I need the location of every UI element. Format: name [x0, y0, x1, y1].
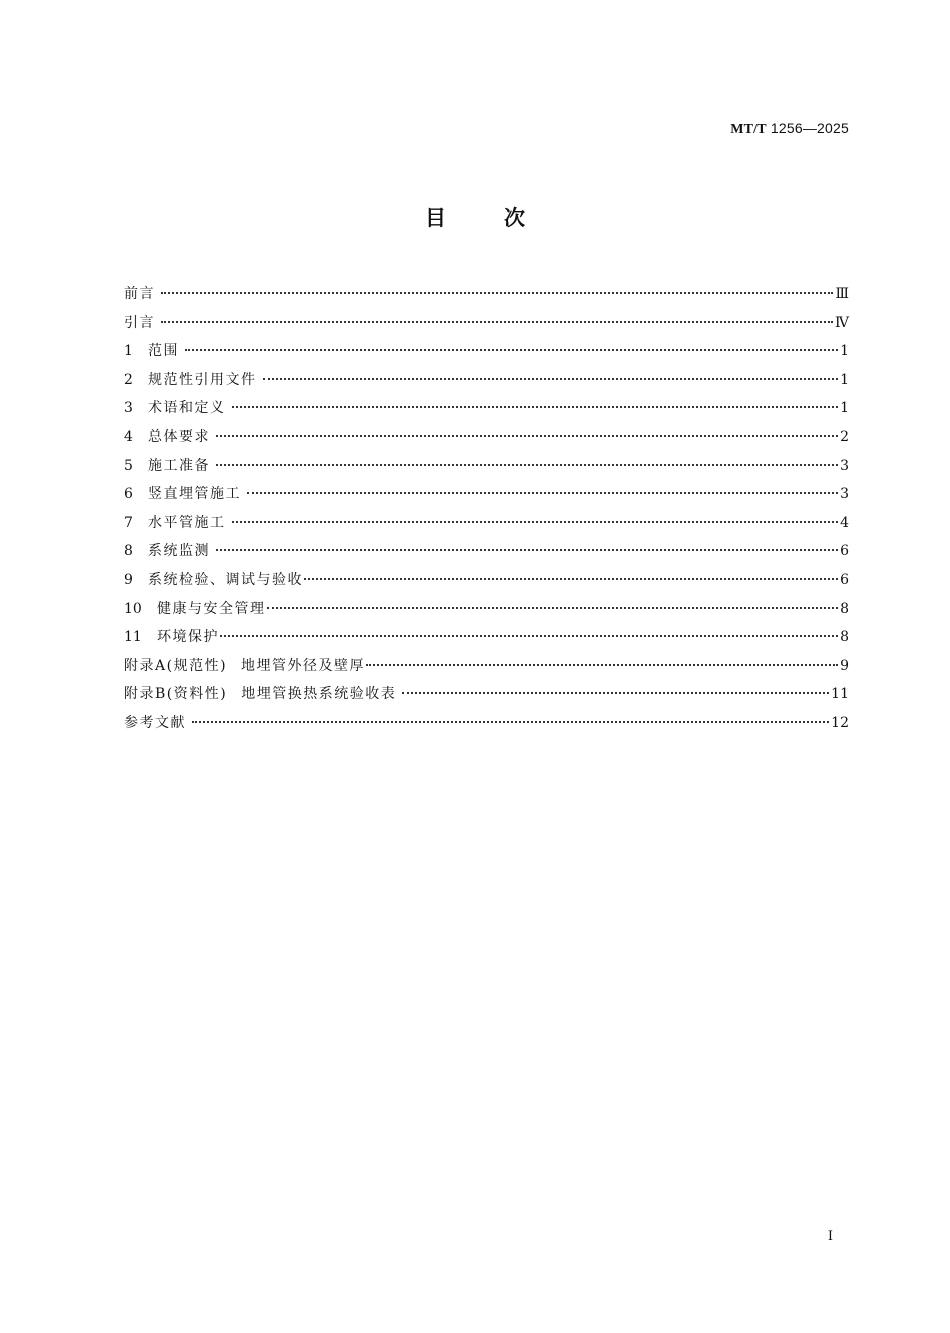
dot-leader	[304, 578, 838, 580]
toc-entry-10[interactable]	[124, 595, 849, 624]
toc-entry-label: 规范性引用文件	[148, 371, 257, 388]
toc-title: 目次	[425, 206, 583, 230]
toc-entry-page: 3	[840, 486, 849, 503]
toc-entry-label: 系统检验、调试与验收	[148, 571, 303, 588]
toc-entry-page: 12	[831, 714, 849, 731]
toc-entry-9[interactable]	[124, 566, 849, 595]
toc-entry-page: 1	[840, 343, 849, 360]
standard-prefix: MT/T	[730, 122, 767, 137]
dot-leader	[402, 692, 829, 694]
toc-entry-page: Ⅲ	[835, 286, 849, 302]
toc-entry-6[interactable]	[124, 480, 849, 509]
toc-entry-label: 竖直埋管施工	[148, 486, 241, 503]
annex-title: 地埋管换热系统验收表	[241, 686, 397, 703]
dot-leader	[220, 635, 838, 637]
toc-entry-page: 1	[840, 400, 849, 417]
toc-entry-label: 水平管施工	[148, 514, 226, 531]
annex-title: 地埋管外径及壁厚	[241, 657, 366, 674]
toc-entry-number: 9	[124, 571, 133, 588]
table-of-contents	[124, 280, 849, 738]
dot-leader	[232, 521, 839, 523]
toc-entry-label	[124, 680, 396, 709]
toc-entry-label: 参考文献	[124, 714, 186, 731]
toc-entry-page: 8	[840, 629, 849, 646]
annex-designation: 附录B(资料性)	[124, 686, 228, 703]
toc-entry-annex-b[interactable]	[124, 680, 849, 709]
toc-entry-page: 4	[840, 514, 849, 531]
toc-entry-label: 引言	[124, 314, 155, 331]
toc-entry-8[interactable]	[124, 537, 849, 566]
toc-entry-3[interactable]	[124, 394, 849, 423]
dot-leader	[161, 321, 833, 323]
toc-entry-annex-a[interactable]	[124, 652, 849, 681]
toc-entry-1[interactable]	[124, 337, 849, 366]
toc-entry-introduction[interactable]	[124, 309, 849, 338]
page-number: Ⅰ	[827, 1229, 833, 1244]
toc-entry-label: 施工准备	[148, 457, 210, 474]
toc-entry-bibliography[interactable]	[124, 709, 849, 738]
dot-leader	[192, 721, 829, 723]
toc-entry-number: 10	[124, 600, 142, 617]
toc-entry-2[interactable]	[124, 366, 849, 395]
toc-entry-number: 6	[124, 486, 133, 503]
toc-entry-page: 8	[840, 600, 849, 617]
toc-entry-label	[124, 652, 365, 681]
standard-code	[730, 120, 849, 138]
dot-leader	[247, 492, 838, 494]
toc-entry-5[interactable]	[124, 452, 849, 481]
dot-leader	[267, 607, 839, 609]
standard-number: 1256—2025	[770, 120, 849, 136]
dot-leader	[185, 349, 838, 351]
dot-leader	[366, 664, 838, 666]
toc-entry-number: 7	[124, 514, 133, 531]
toc-entry-11[interactable]	[124, 623, 849, 652]
toc-entry-foreword[interactable]	[124, 280, 849, 309]
toc-entry-label: 健康与安全管理	[157, 600, 266, 617]
toc-entry-number: 3	[124, 400, 133, 417]
toc-entry-number: 11	[124, 629, 142, 646]
toc-entry-label: 环境保护	[157, 629, 219, 646]
dot-leader	[232, 406, 839, 408]
toc-entry-label: 范围	[148, 343, 179, 360]
toc-entry-label: 前言	[124, 286, 155, 302]
toc-entry-label: 术语和定义	[148, 400, 226, 417]
toc-entry-page: Ⅳ	[835, 314, 849, 331]
annex-designation: 附录A(规范性)	[124, 657, 228, 674]
dot-leader	[216, 464, 838, 466]
toc-entry-page: 9	[840, 657, 849, 674]
dot-leader	[216, 549, 838, 551]
dot-leader	[161, 292, 833, 294]
toc-entry-page: 2	[840, 428, 849, 445]
toc-entry-number: 1	[124, 343, 133, 360]
dot-leader	[263, 378, 839, 380]
toc-entry-page: 3	[840, 457, 849, 474]
toc-entry-page: 6	[840, 571, 849, 588]
toc-entry-7[interactable]	[124, 509, 849, 538]
toc-entry-label: 系统监测	[148, 543, 210, 560]
toc-entry-page: 1	[840, 371, 849, 388]
dot-leader	[216, 435, 838, 437]
toc-entry-label: 总体要求	[148, 428, 210, 445]
toc-entry-page: 6	[840, 543, 849, 560]
toc-entry-number: 8	[124, 543, 133, 560]
toc-entry-page: 11	[831, 686, 849, 703]
toc-entry-number: 2	[124, 371, 133, 388]
toc-entry-number: 4	[124, 428, 133, 445]
toc-entry-4[interactable]	[124, 423, 849, 452]
toc-entry-number: 5	[124, 457, 133, 474]
